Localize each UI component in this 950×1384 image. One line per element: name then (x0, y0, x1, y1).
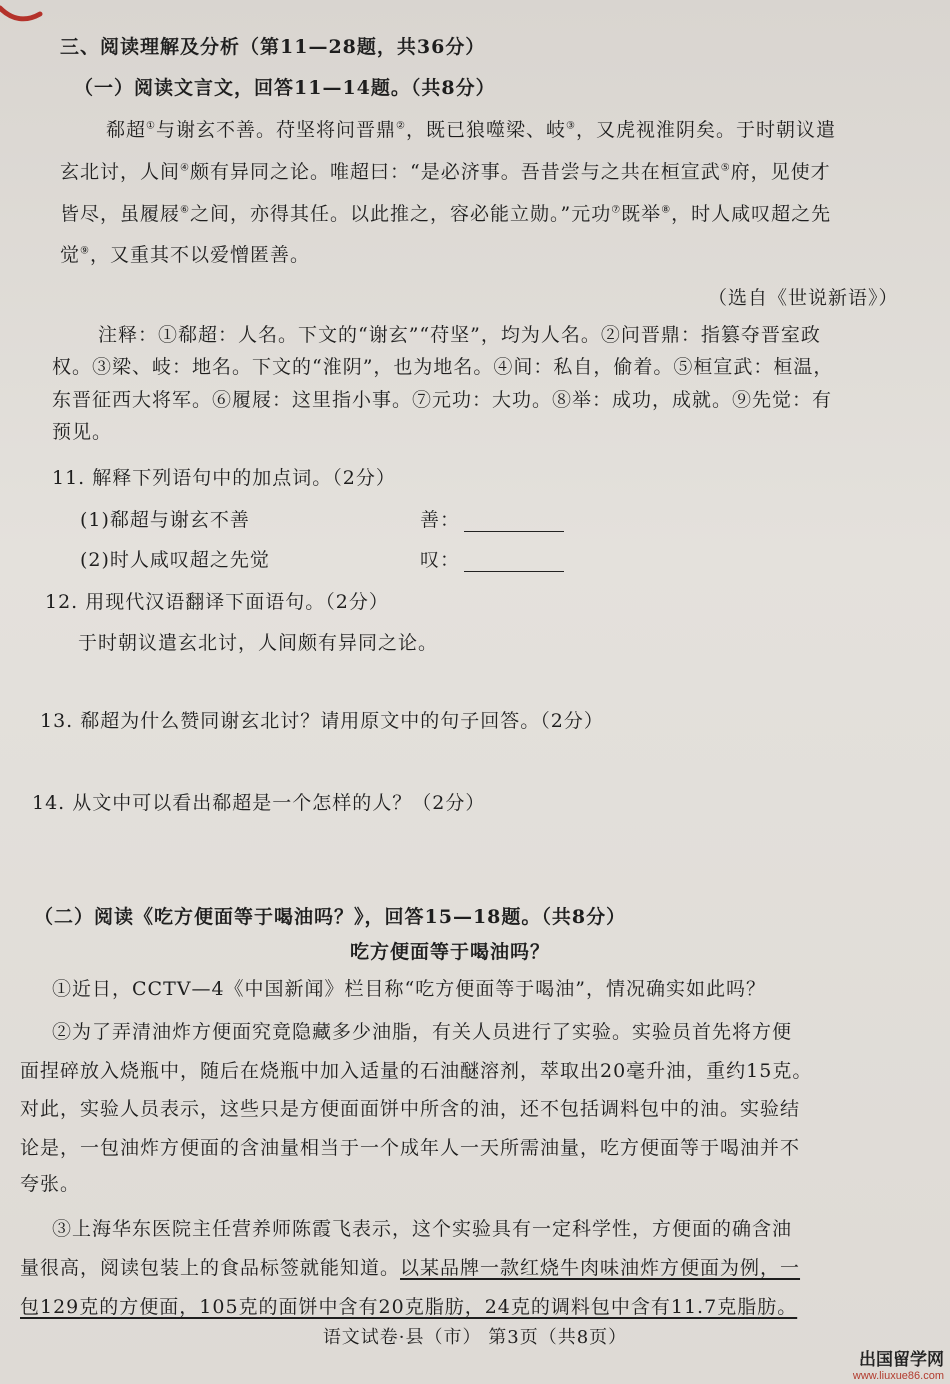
q12-sentence: 于时朝议遣玄北讨，人间颇有异同之论。 (78, 632, 439, 654)
article-para-1: ①近日，CCTV—4《中国新闻》栏目称“吃方便面等于喝油”，情况确实如此吗？ (52, 978, 766, 1000)
notes-line-1: 注释：①郗超：人名。下文的“谢玄”“苻坚”，均为人名。②问晋鼎：指篡夺晋室政 (98, 324, 821, 346)
q11-answer-1[interactable]: 善： (420, 505, 564, 532)
notes-line-4: 预见。 (52, 421, 113, 443)
watermark-url: www.liuxue86.com (852, 1370, 944, 1382)
article-para-2-line-4: 论是，一包油炸方便面的含油量相当于一个成年人一天所需油量，吃方便面等于喝油并不 (20, 1137, 801, 1159)
underlined-text-1: 以某品牌一款红烧牛肉味油炸方便面为例，一 (400, 1257, 801, 1279)
passage-line-3: 皆尽，虽履屐⑥之间，亦得其任。以此推之，容必能立勋。”元功⑦既举⑧，时人咸叹超之先 (60, 203, 832, 225)
article-para-2-line-3: 对此，实验人员表示，这些只是方便面面饼中所含的油，还不包括调料包中的油。实验结 (20, 1098, 801, 1120)
question-11: 11. 解释下列语句中的加点词。（2分） (52, 467, 396, 489)
question-13: 13. 郗超为什么赞同谢玄北讨？请用原文中的句子回答。（2分） (40, 710, 604, 732)
article-title: 吃方便面等于喝油吗？ (350, 941, 551, 963)
article-para-3-line-1: ③上海华东医院主任营养师陈霞飞表示，这个实验具有一定科学性，方便面的确含油 (52, 1218, 793, 1240)
q11-answer-2[interactable]: 叹： (420, 545, 564, 572)
article-para-3-line-3: 包129克的方便面，105克的面饼中含有20克脂肪，24克的调料包中含有11.7克脂肪。 (20, 1296, 798, 1318)
passage-line-1: 郗超①与谢玄不善。苻坚将问晋鼎②，既已狼噬梁、岐③，又虎视淮阴矣。于时朝议遣 (106, 119, 836, 141)
article-para-2-line-1: ②为了弄清油炸方便面究竟隐藏多少油脂，有关人员进行了实验。实验员首先将方便 (52, 1021, 793, 1043)
passage-source: （选自《世说新语》） (708, 287, 899, 309)
watermark-name: 出国留学网 (859, 1350, 944, 1369)
question-14: 14. 从文中可以看出郗超是一个怎样的人？（2分） (32, 792, 486, 814)
q11-item-1: (1)郗超与谢玄不善 (80, 509, 250, 531)
red-ink-mark (0, 0, 60, 40)
passage-line-4: 觉⑨，又重其不以爱憎匿善。 (60, 244, 310, 266)
passage-line-2: 玄北讨，人间④颇有异同之论。唯超曰：“是必济事。吾昔尝与之共在桓宣武⑤府，见使才 (60, 161, 831, 183)
page-footer: 语文试卷·县（市） 第3页（共8页） (322, 1327, 628, 1348)
part2-heading: （二）阅读《吃方便面等于喝油吗？》，回答15—18题。（共8分） (34, 906, 627, 928)
section-title: 三、阅读理解及分析（第11—28题，共36分） (60, 36, 486, 58)
article-para-2-line-2: 面捏碎放入烧瓶中，随后在烧瓶中加入适量的石油醚溶剂，萃取出20毫升油，重约15克。 (20, 1060, 813, 1082)
watermark (853, 1345, 944, 1382)
notes-line-3: 东晋征西大将军。⑥履屐：这里指小事。⑦元功：大功。⑧举：成功，成就。⑨先觉：有 (52, 389, 833, 411)
answer-blank-1[interactable] (464, 513, 564, 532)
q11-item-2: (2)时人咸叹超之先觉 (80, 549, 270, 571)
answer-blank-2[interactable] (464, 553, 564, 572)
part1-heading: （一）阅读文言文，回答11—14题。（共8分） (74, 77, 496, 99)
article-para-3-line-2: 量很高，阅读包装上的食品标签就能知道。以某品牌一款红烧牛肉味油炸方便面为例，一 (20, 1257, 801, 1279)
notes-line-2: 权。③梁、岐：地名。下文的“淮阴”，也为地名。④间：私自，偷着。⑤桓宣武：桓温， (52, 356, 834, 378)
question-12: 12. 用现代汉语翻译下面语句。（2分） (45, 591, 389, 613)
article-para-2-line-5: 夸张。 (20, 1173, 81, 1195)
